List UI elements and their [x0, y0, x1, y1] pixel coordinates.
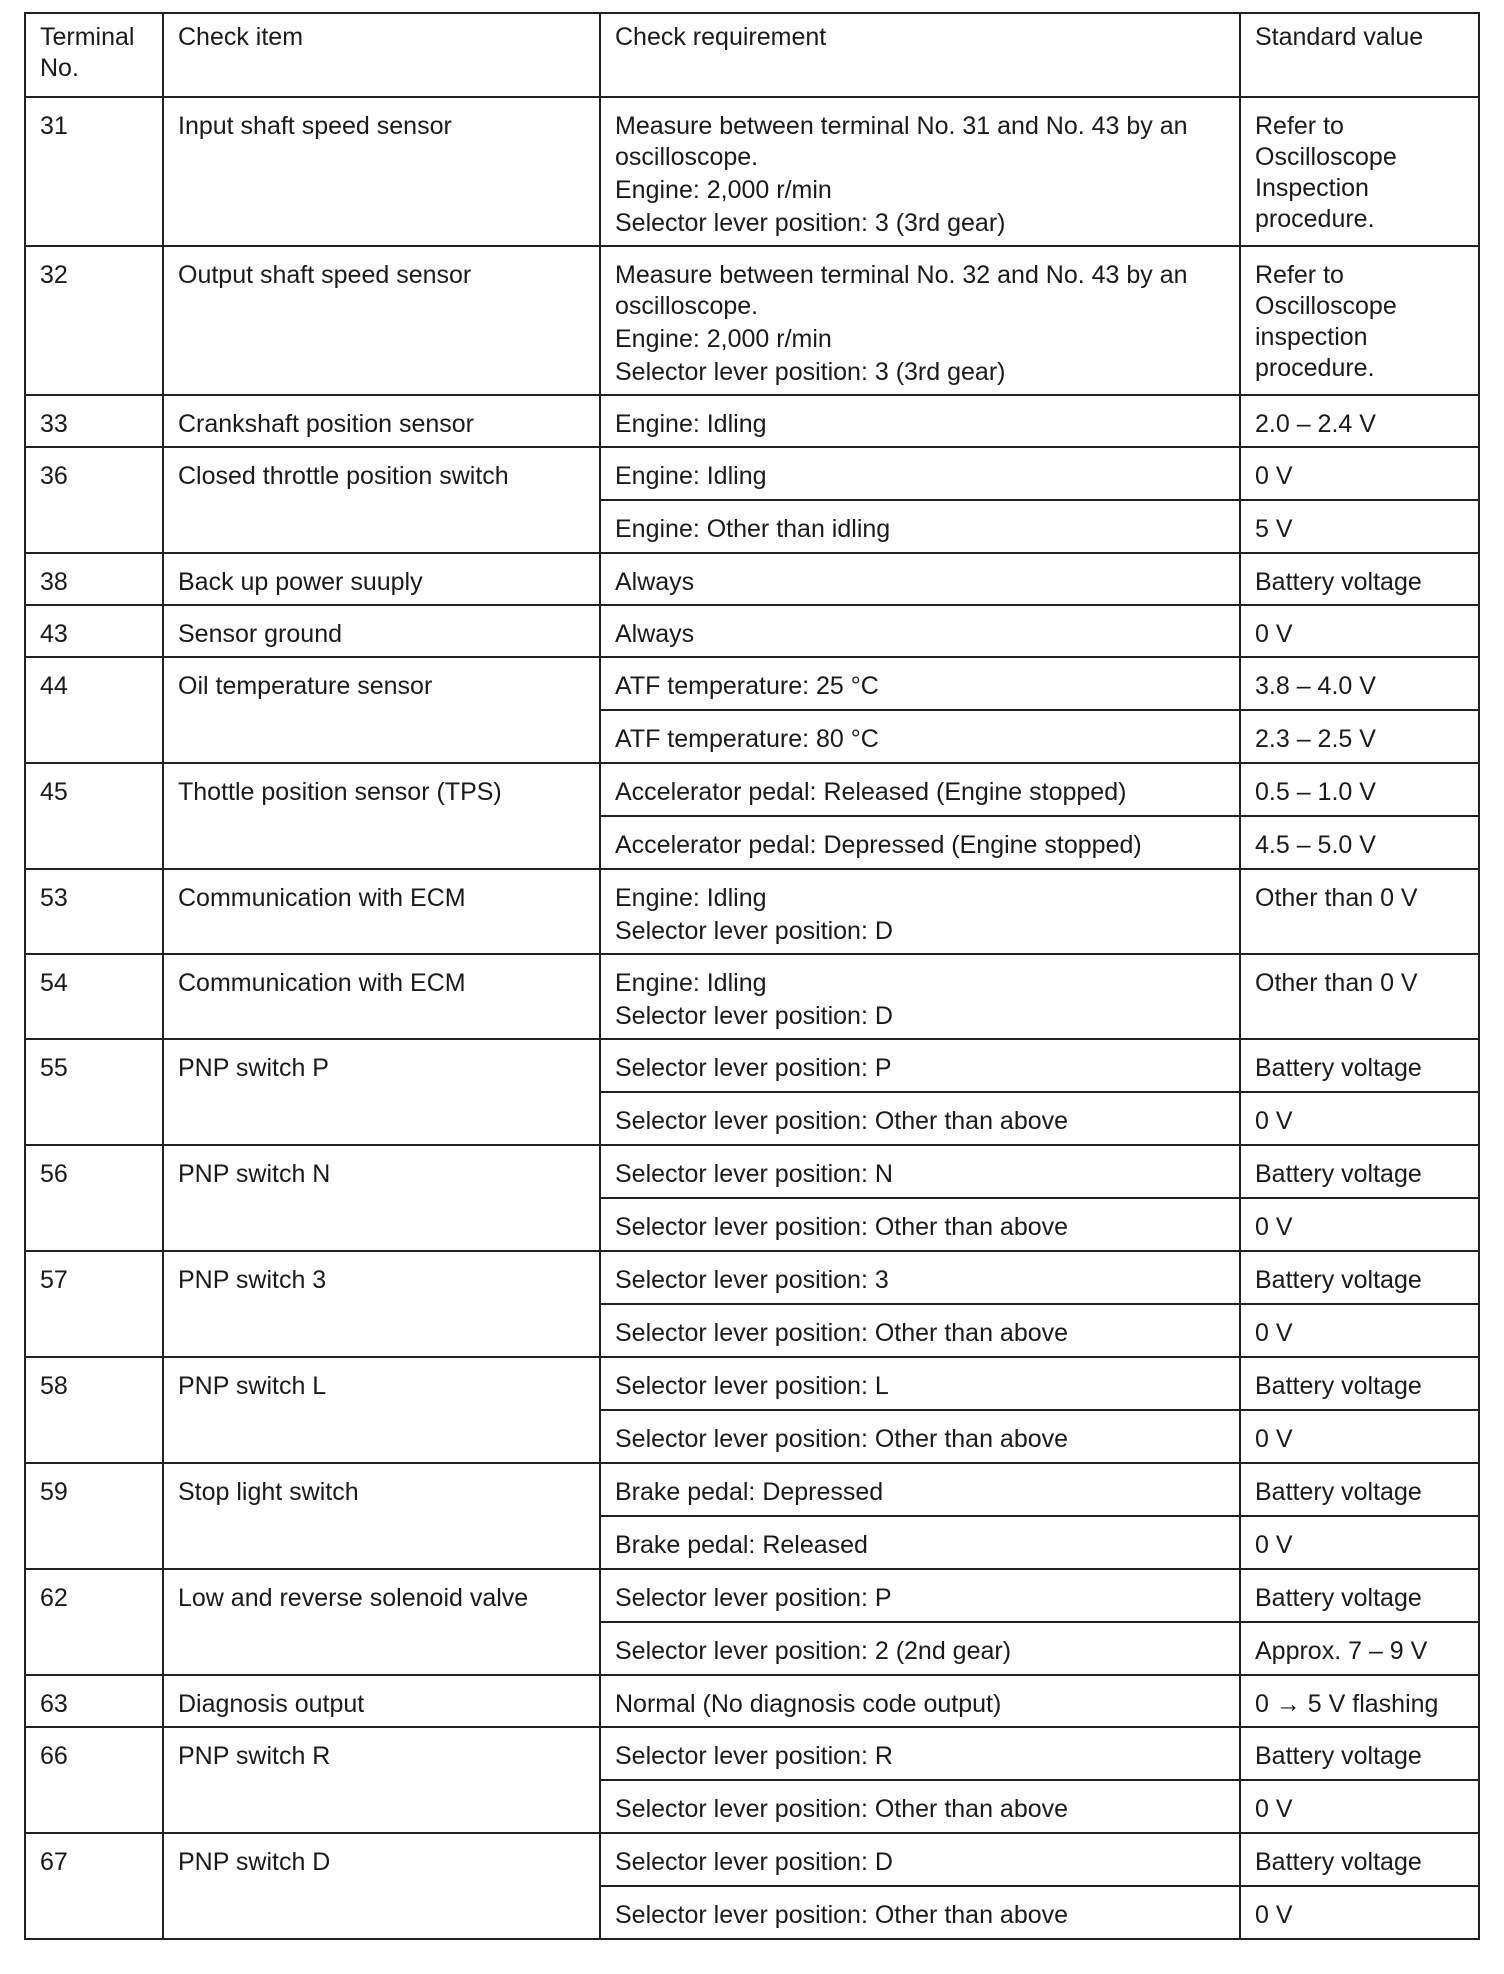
requirement-line: Accelerator pedal: Released (Engine stopped) [615, 778, 1127, 806]
requirement-line: Selector lever position: Other than above [615, 1795, 1069, 1823]
check-item-cell: Stop light switch [163, 1463, 600, 1569]
check-item-cell: PNP switch P [163, 1039, 600, 1145]
check-requirement-cell [600, 1886, 1240, 1939]
terminal-number-cell: 54 [25, 954, 163, 1039]
requirement-line: Measure between terminal No. 31 and No. 43 by an oscilloscope. [615, 112, 1188, 171]
requirement-line: Engine: 2,000 r/min [615, 325, 832, 353]
standard-value-cell: Battery voltage [1240, 553, 1479, 605]
requirement-line: Selector lever position: 3 (3rd gear) [615, 358, 1006, 386]
standard-value-cell: 0 V [1240, 1410, 1479, 1463]
terminal-number-cell: 36 [25, 447, 163, 553]
check-item-cell: Communication with ECM [163, 954, 600, 1039]
check-requirement-cell [600, 1039, 1240, 1092]
check-item-cell: Oil temperature sensor [163, 657, 600, 763]
standard-value-cell: Battery voltage [1240, 1569, 1479, 1622]
check-requirement-cell [600, 1463, 1240, 1516]
table-row [25, 1833, 1479, 1886]
table-row [25, 657, 1479, 710]
requirement-line: Selector lever position: Other than above [615, 1319, 1069, 1347]
requirement-line: Selector lever position: Other than above [615, 1425, 1069, 1453]
check-requirement-cell [600, 1410, 1240, 1463]
standard-value-cell: 0 V [1240, 1198, 1479, 1251]
requirement-line: Engine: 2,000 r/min [615, 176, 832, 204]
terminal-number-cell: 38 [25, 553, 163, 605]
standard-value-cell: Battery voltage [1240, 1727, 1479, 1780]
requirement-line: Accelerator pedal: Depressed (Engine stopped) [615, 831, 1142, 859]
check-requirement-cell [600, 447, 1240, 500]
check-item-cell: Thottle position sensor (TPS) [163, 763, 600, 869]
check-requirement-cell [600, 954, 1240, 1039]
terminal-number-cell: 55 [25, 1039, 163, 1145]
requirement-line: Brake pedal: Depressed [615, 1478, 884, 1506]
standard-value-cell: Refer to Oscilloscope Inspection procedure. [1240, 97, 1479, 246]
standard-value-cell: 5 V [1240, 500, 1479, 553]
table-row [25, 553, 1479, 605]
terminal-number-cell: 58 [25, 1357, 163, 1463]
terminal-number-cell: 32 [25, 246, 163, 395]
check-requirement-cell [600, 395, 1240, 447]
requirement-line: Selector lever position: R [615, 1742, 893, 1770]
requirement-line: Engine: Idling [615, 462, 767, 490]
table-row [25, 97, 1479, 246]
standard-value-cell: 2.0 – 2.4 V [1240, 395, 1479, 447]
header-terminal-no: Terminal No. [25, 13, 163, 97]
requirement-line: Engine: Other than idling [615, 515, 891, 543]
header-standard-value: Standard value [1240, 13, 1479, 97]
check-requirement-cell [600, 657, 1240, 710]
requirement-line: Selector lever position: D [615, 917, 893, 945]
table-row [25, 1675, 1479, 1727]
requirement-line: Normal (No diagnosis code output) [615, 1690, 1002, 1718]
table-row [25, 1463, 1479, 1516]
requirement-line: Always [615, 620, 695, 648]
header-check-item: Check item [163, 13, 600, 97]
terminal-number-cell: 45 [25, 763, 163, 869]
check-requirement-cell [600, 1516, 1240, 1569]
requirement-line: Selector lever position: D [615, 1002, 893, 1030]
check-requirement-cell [600, 1622, 1240, 1675]
check-item-cell: Input shaft speed sensor [163, 97, 600, 246]
requirement-line: Selector lever position: Other than above [615, 1107, 1069, 1135]
table-row [25, 395, 1479, 447]
standard-value-cell: Battery voltage [1240, 1357, 1479, 1410]
standard-value-cell: 0 → 5 V flashing [1240, 1675, 1479, 1727]
requirement-line: Selector lever position: N [615, 1160, 893, 1188]
standard-value-cell: 0 V [1240, 605, 1479, 657]
standard-value-cell: Refer to Oscilloscope inspection procedure. [1240, 246, 1479, 395]
check-item-cell: Communication with ECM [163, 869, 600, 954]
table-body [25, 97, 1479, 1939]
standard-value-cell: Battery voltage [1240, 1145, 1479, 1198]
check-item-cell: PNP switch N [163, 1145, 600, 1251]
table-row [25, 246, 1479, 395]
check-requirement-cell [600, 1304, 1240, 1357]
terminal-number-cell: 56 [25, 1145, 163, 1251]
check-item-cell: Diagnosis output [163, 1675, 600, 1727]
check-requirement-cell [600, 763, 1240, 816]
terminal-number-cell: 66 [25, 1727, 163, 1833]
requirement-line: Engine: Idling [615, 410, 767, 438]
check-item-cell: Back up power suuply [163, 553, 600, 605]
check-requirement-cell [600, 710, 1240, 763]
requirement-line: Selector lever position: P [615, 1054, 892, 1082]
table-row [25, 605, 1479, 657]
requirement-line: Selector lever position: 3 [615, 1266, 889, 1294]
check-item-cell: Closed throttle position switch [163, 447, 600, 553]
terminal-number-cell: 57 [25, 1251, 163, 1357]
requirement-line: ATF temperature: 25 °C [615, 672, 879, 700]
table-row [25, 1039, 1479, 1092]
standard-value-cell: 0.5 – 1.0 V [1240, 763, 1479, 816]
check-item-cell: PNP switch L [163, 1357, 600, 1463]
standard-value-cell: 0 V [1240, 1886, 1479, 1939]
table-row [25, 1569, 1479, 1622]
terminal-number-cell: 67 [25, 1833, 163, 1939]
check-requirement-cell [600, 1569, 1240, 1622]
check-item-cell: Crankshaft position sensor [163, 395, 600, 447]
table-row [25, 869, 1479, 954]
requirement-line: Selector lever position: 3 (3rd gear) [615, 209, 1006, 237]
terminal-number-cell: 33 [25, 395, 163, 447]
standard-value-cell: 0 V [1240, 1516, 1479, 1569]
check-requirement-cell [600, 1780, 1240, 1833]
check-requirement-cell [600, 605, 1240, 657]
terminal-number-cell: 53 [25, 869, 163, 954]
check-requirement-cell [600, 97, 1240, 246]
header-check-requirement: Check requirement [600, 13, 1240, 97]
table-row [25, 447, 1479, 500]
check-requirement-cell [600, 1251, 1240, 1304]
check-item-cell: Output shaft speed sensor [163, 246, 600, 395]
requirement-line: Measure between terminal No. 32 and No. 43 by an oscilloscope. [615, 261, 1188, 320]
table-row [25, 1145, 1479, 1198]
check-requirement-cell [600, 1727, 1240, 1780]
standard-value-cell: 0 V [1240, 447, 1479, 500]
check-item-cell: PNP switch R [163, 1727, 600, 1833]
table-row [25, 1251, 1479, 1304]
table-row [25, 763, 1479, 816]
check-item-cell: PNP switch 3 [163, 1251, 600, 1357]
requirement-line: Brake pedal: Released [615, 1531, 868, 1559]
standard-value-cell: 4.5 – 5.0 V [1240, 816, 1479, 869]
check-item-cell: Low and reverse solenoid valve [163, 1569, 600, 1675]
requirement-line: Selector lever position: D [615, 1848, 893, 1876]
requirement-line: Selector lever position: Other than above [615, 1901, 1069, 1929]
requirement-line: Selector lever position: P [615, 1584, 892, 1612]
terminal-number-cell: 44 [25, 657, 163, 763]
standard-value-cell: Other than 0 V [1240, 954, 1479, 1039]
table-header-row [25, 13, 1479, 97]
standard-value-cell: 3.8 – 4.0 V [1240, 657, 1479, 710]
check-requirement-cell [600, 1145, 1240, 1198]
terminal-check-table [24, 12, 1480, 1940]
standard-value-cell: Battery voltage [1240, 1039, 1479, 1092]
requirement-line: Selector lever position: 2 (2nd gear) [615, 1637, 1012, 1665]
standard-value-cell: 0 V [1240, 1780, 1479, 1833]
standard-value-cell: 2.3 – 2.5 V [1240, 710, 1479, 763]
terminal-number-cell: 62 [25, 1569, 163, 1675]
check-requirement-cell [600, 500, 1240, 553]
terminal-number-cell: 31 [25, 97, 163, 246]
terminal-number-cell: 59 [25, 1463, 163, 1569]
terminal-number-cell: 63 [25, 1675, 163, 1727]
standard-value-cell: Battery voltage [1240, 1251, 1479, 1304]
requirement-line: Always [615, 568, 695, 596]
table-row [25, 954, 1479, 1039]
standard-value-cell: Other than 0 V [1240, 869, 1479, 954]
check-requirement-cell [600, 869, 1240, 954]
standard-value-cell: Battery voltage [1240, 1833, 1479, 1886]
check-requirement-cell [600, 553, 1240, 605]
check-requirement-cell [600, 1833, 1240, 1886]
standard-value-cell: 0 V [1240, 1304, 1479, 1357]
standard-value-cell: Approx. 7 – 9 V [1240, 1622, 1479, 1675]
check-requirement-cell [600, 246, 1240, 395]
requirement-line: Selector lever position: Other than above [615, 1213, 1069, 1241]
check-item-cell: Sensor ground [163, 605, 600, 657]
standard-value-cell: Battery voltage [1240, 1463, 1479, 1516]
table-row [25, 1357, 1479, 1410]
requirement-line: Selector lever position: L [615, 1372, 889, 1400]
requirement-line: Engine: Idling [615, 969, 767, 997]
table-row [25, 1727, 1479, 1780]
standard-value-cell: 0 V [1240, 1092, 1479, 1145]
check-requirement-cell [600, 1198, 1240, 1251]
check-requirement-cell [600, 1092, 1240, 1145]
check-requirement-cell [600, 1357, 1240, 1410]
check-requirement-cell [600, 816, 1240, 869]
check-item-cell: PNP switch D [163, 1833, 600, 1939]
requirement-line: Engine: Idling [615, 884, 767, 912]
terminal-number-cell: 43 [25, 605, 163, 657]
requirement-line: ATF temperature: 80 °C [615, 725, 879, 753]
check-requirement-cell [600, 1675, 1240, 1727]
